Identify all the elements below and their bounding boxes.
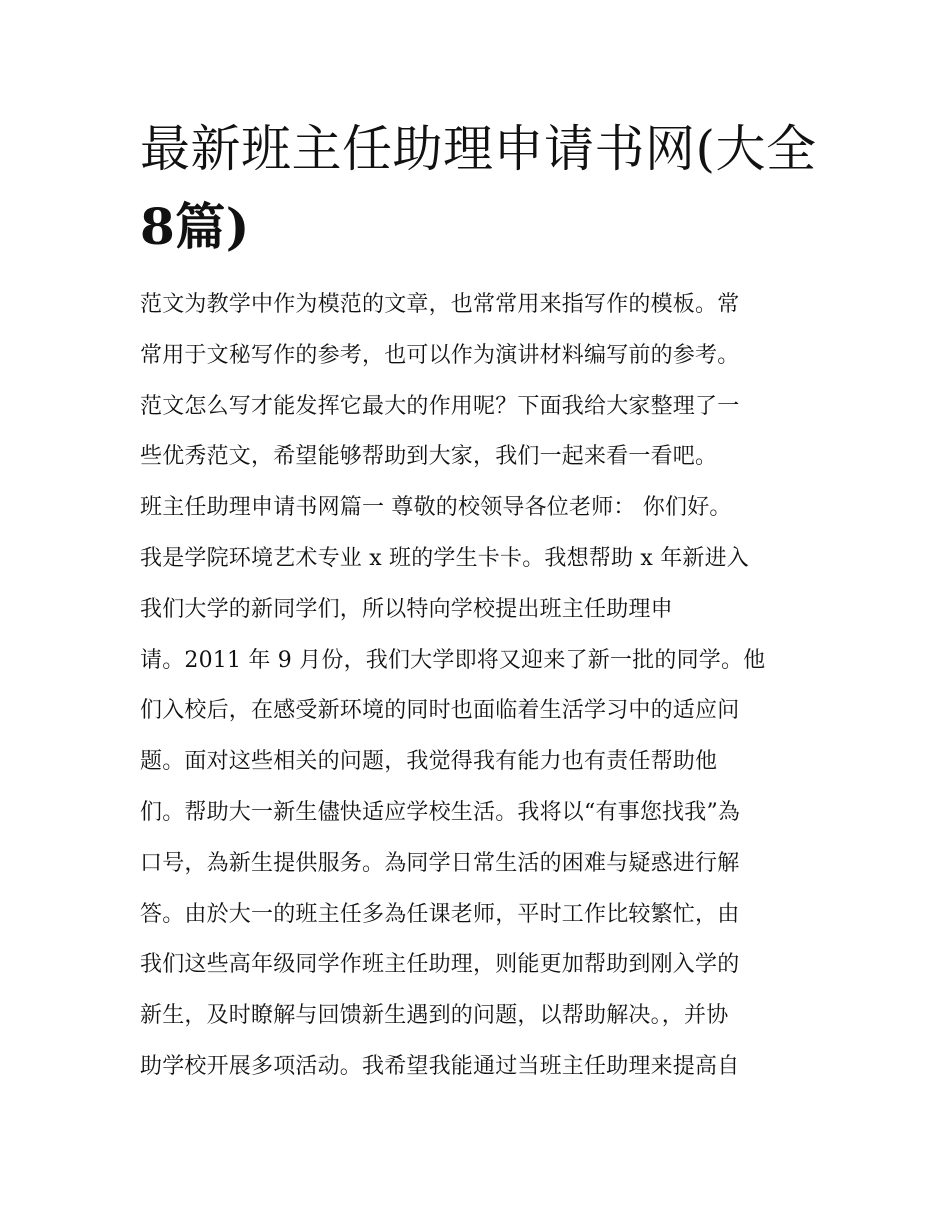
title-line-1: 最新班主任助理申请书网(大全 xyxy=(140,120,817,178)
title-line-2 xyxy=(140,188,820,266)
body-line: 范文为教学中作为模范的文章，也常常用来指写作的模板。常 xyxy=(140,292,740,317)
body-line: 答。由於大一的班主任多為任课老师，平时工作比较繁忙，由 xyxy=(140,901,740,927)
body-line: 题。面对这些相关的问题，我觉得我有能力也有责任帮助他 xyxy=(140,749,718,775)
body-line: 范文怎么写才能发挥它最大的作用呢？下面我给大家整理了一 xyxy=(140,393,740,419)
body-line: 们入校后，在感受新环境的同时也面临着生活学习中的适应问 xyxy=(140,698,740,724)
title-line-2-text: 8篇) xyxy=(140,197,250,256)
body-line: 口号，為新生提供服务。為同学日常生活的困难与疑惑进行解 xyxy=(140,850,740,876)
body-line: 助学校开展多项活动。我希望我能通过当班主任助理来提高自 xyxy=(140,1053,740,1079)
body-line: 新生，及时瞭解与回馈新生遇到的问题，以帮助解决。，并协 xyxy=(140,1003,729,1029)
body-line: 们。帮助大一新生儘快适应学校生活。我将以“有事您找我”為 xyxy=(140,799,741,825)
body-line: 常用于文秘写作的参考，也可以作为演讲材料编写前的参考。 xyxy=(140,342,740,368)
body-line: 我们大学的新同学们，所以特向学校提出班主任助理申 xyxy=(140,596,673,622)
body-line: 我们这些高年级同学作班主任助理，则能更加帮助到刚入学的 xyxy=(140,952,740,978)
body-line: 班主任助理申请书网篇一 尊敬的校领导各位老师： 你们好。 xyxy=(140,495,732,521)
document-body xyxy=(140,280,820,1093)
body-line: 些优秀范文，希望能够帮助到大家，我们一起来看一看吧。 xyxy=(140,444,718,470)
document-title xyxy=(140,110,820,266)
body-line: 请。2011 年 9 月份，我们大学即将又迎来了新一批的同学。他 xyxy=(140,647,766,673)
body-line: 我是学院环境艺术专业 x 班的学生卡卡。我想帮助 x 年新进入 xyxy=(140,545,749,571)
